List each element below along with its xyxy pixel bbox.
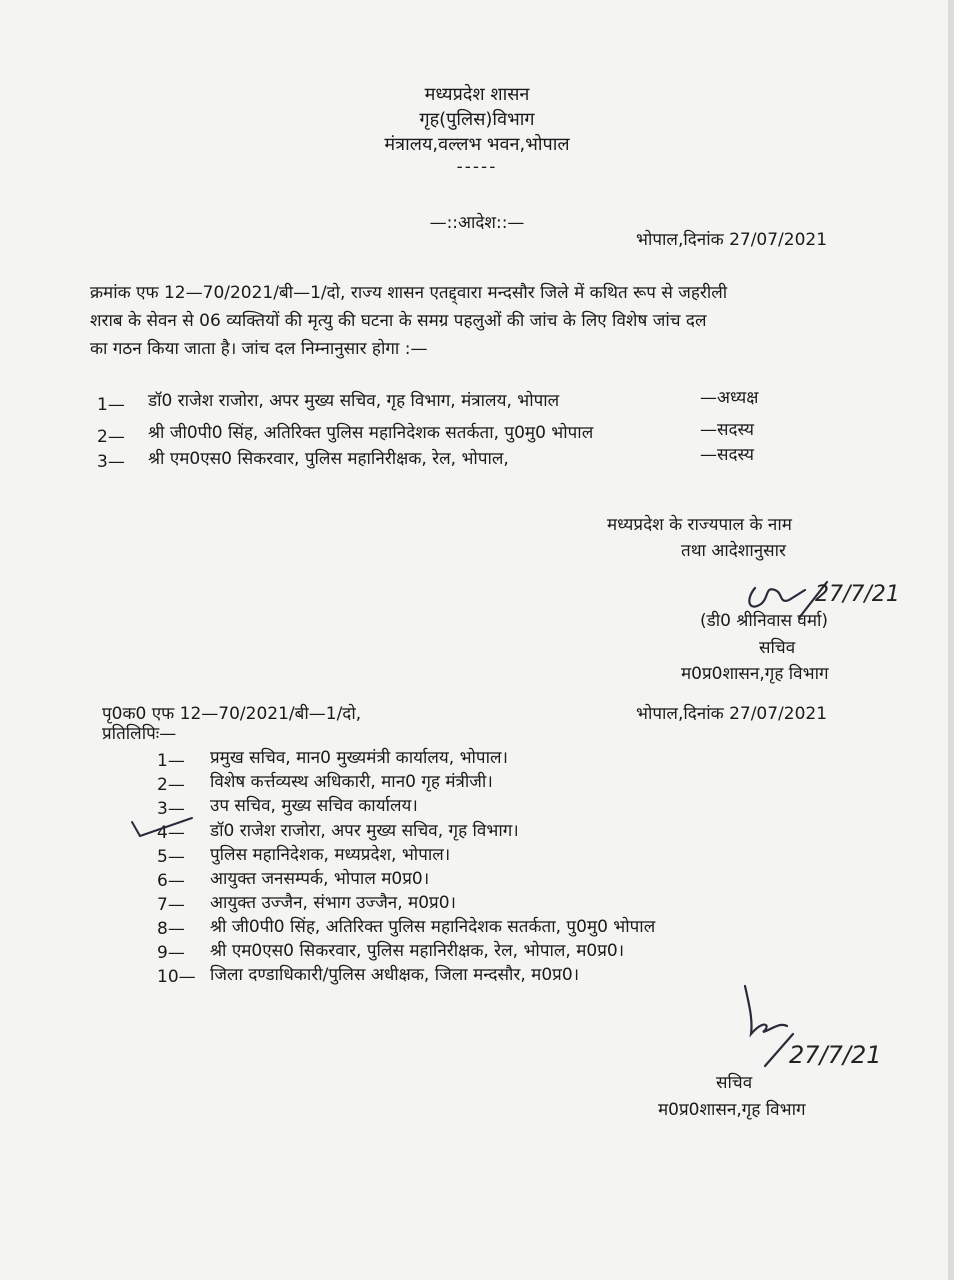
- tick-mark-icon: [130, 814, 194, 840]
- copy-1-number: 1—: [157, 751, 185, 771]
- copy-6-number: 6—: [157, 871, 185, 891]
- copy-5-number: 5—: [157, 847, 185, 867]
- signature-2-date: 27/7/21: [789, 1041, 882, 1069]
- copy-8-number: 8—: [157, 919, 185, 939]
- footer-department: म0प्र0शासन,गृह विभाग: [658, 1100, 806, 1120]
- copy-6-text: आयुक्त जनसम्पर्क, भोपाल म0प्र0।: [210, 869, 430, 889]
- copy-4-text: डॉ0 राजेश राजोरा, अपर मुख्य सचिव, गृह विभाग।: [210, 821, 519, 841]
- copy-4-number: 4—: [157, 823, 185, 843]
- copy-10-number: 10—: [157, 967, 196, 987]
- member-1-number: 1—: [97, 395, 125, 415]
- member-2-number: 2—: [97, 427, 125, 447]
- copy-5-text: पुलिस महानिदेशक, मध्यप्रदेश, भोपाल।: [210, 845, 451, 865]
- signatory-name: (डी0 श्रीनिवास वर्मा): [700, 611, 829, 631]
- body-line-2: शराब के सेवन से 06 व्यक्तियों की मृत्यु की घटना के समग्र पहलुओं की जांच के लिए विशेष जांच दल: [90, 311, 707, 331]
- copy-9-text: श्री एम0एस0 सिकरवार, पुलिस महानिरीक्षक, रेल, भोपाल, म0प्र0।: [210, 941, 625, 961]
- member-3-role: —सदस्य: [700, 445, 754, 465]
- header-rule: -----: [456, 157, 498, 177]
- copy-to-label: प्रतिलिपिः—: [102, 724, 177, 744]
- signature-2: [735, 982, 795, 1072]
- header-government: मध्यप्रदेश शासन: [424, 84, 530, 105]
- order-title: —::आदेश::—: [429, 213, 525, 233]
- copy-2-number: 2—: [157, 775, 185, 795]
- copy-8-text: श्री जी0पी0 सिंह, अतिरिक्त पुलिस महानिदेशक सतर्कता, पु0मु0 भोपाल: [210, 917, 656, 937]
- signature-1-date: 27/7/21: [815, 582, 900, 607]
- member-1-role: —अध्यक्ष: [700, 388, 759, 408]
- authority-line-1: मध्यप्रदेश के राज्यपाल के नाम: [607, 515, 792, 535]
- copy-3-text: उप सचिव, मुख्य सचिव कार्यालय।: [210, 796, 418, 816]
- member-1-name: डॉ0 राजेश राजोरा, अपर मुख्य सचिव, गृह विभाग, मंत्रालय, भोपाल: [148, 391, 560, 411]
- signatory-department: म0प्र0शासन,गृह विभाग: [681, 664, 829, 684]
- member-2-name: श्री जी0पी0 सिंह, अतिरिक्त पुलिस महानिदेशक सतर्कता, पु0मु0 भोपाल: [148, 423, 594, 443]
- copy-1-text: प्रमुख सचिव, मान0 मुख्यमंत्री कार्यालय, भोपाल।: [210, 748, 508, 768]
- order-date: भोपाल,दिनांक 27/07/2021: [636, 230, 828, 250]
- copy-7-text: आयुक्त उज्जैन, संभाग उज्जैन, म0प्र0।: [210, 893, 456, 913]
- header-address: मंत्रालय,वल्लभ भवन,भोपाल: [384, 134, 570, 155]
- header-department: गृह(पुलिस)विभाग: [419, 109, 535, 130]
- endorsement-date: भोपाल,दिनांक 27/07/2021: [636, 704, 828, 724]
- endorsement-ref: पृ0क0 एफ 12—70/2021/बी—1/दो,: [102, 704, 362, 724]
- footer-designation: सचिव: [716, 1073, 753, 1093]
- body-line-1: क्रमांक एफ 12—70/2021/बी—1/दो, राज्य शासन एतद्द्वारा मन्दसौर जिले में कथित रूप से जहरीली: [90, 283, 728, 303]
- copy-10-text: जिला दण्डाधिकारी/पुलिस अधीक्षक, जिला मन्दसौर, म0प्र0।: [210, 965, 580, 985]
- signatory-designation: सचिव: [759, 638, 796, 658]
- body-line-3: का गठन किया जाता है। जांच दल निम्नानुसार होगा :—: [90, 339, 428, 359]
- member-3-name: श्री एम0एस0 सिकरवार, पुलिस महानिरीक्षक, रेल, भोपाल,: [148, 449, 509, 469]
- copy-7-number: 7—: [157, 895, 185, 915]
- member-2-role: —सदस्य: [700, 420, 754, 440]
- copy-2-text: विशेष कर्त्तव्यस्थ अधिकारी, मान0 गृह मंत्रीजी।: [210, 772, 493, 792]
- authority-line-2: तथा आदेशानुसार: [681, 541, 787, 561]
- copy-3-number: 3—: [157, 799, 185, 819]
- page-edge-shadow: [948, 0, 954, 1280]
- member-3-number: 3—: [97, 452, 125, 472]
- copy-9-number: 9—: [157, 943, 185, 963]
